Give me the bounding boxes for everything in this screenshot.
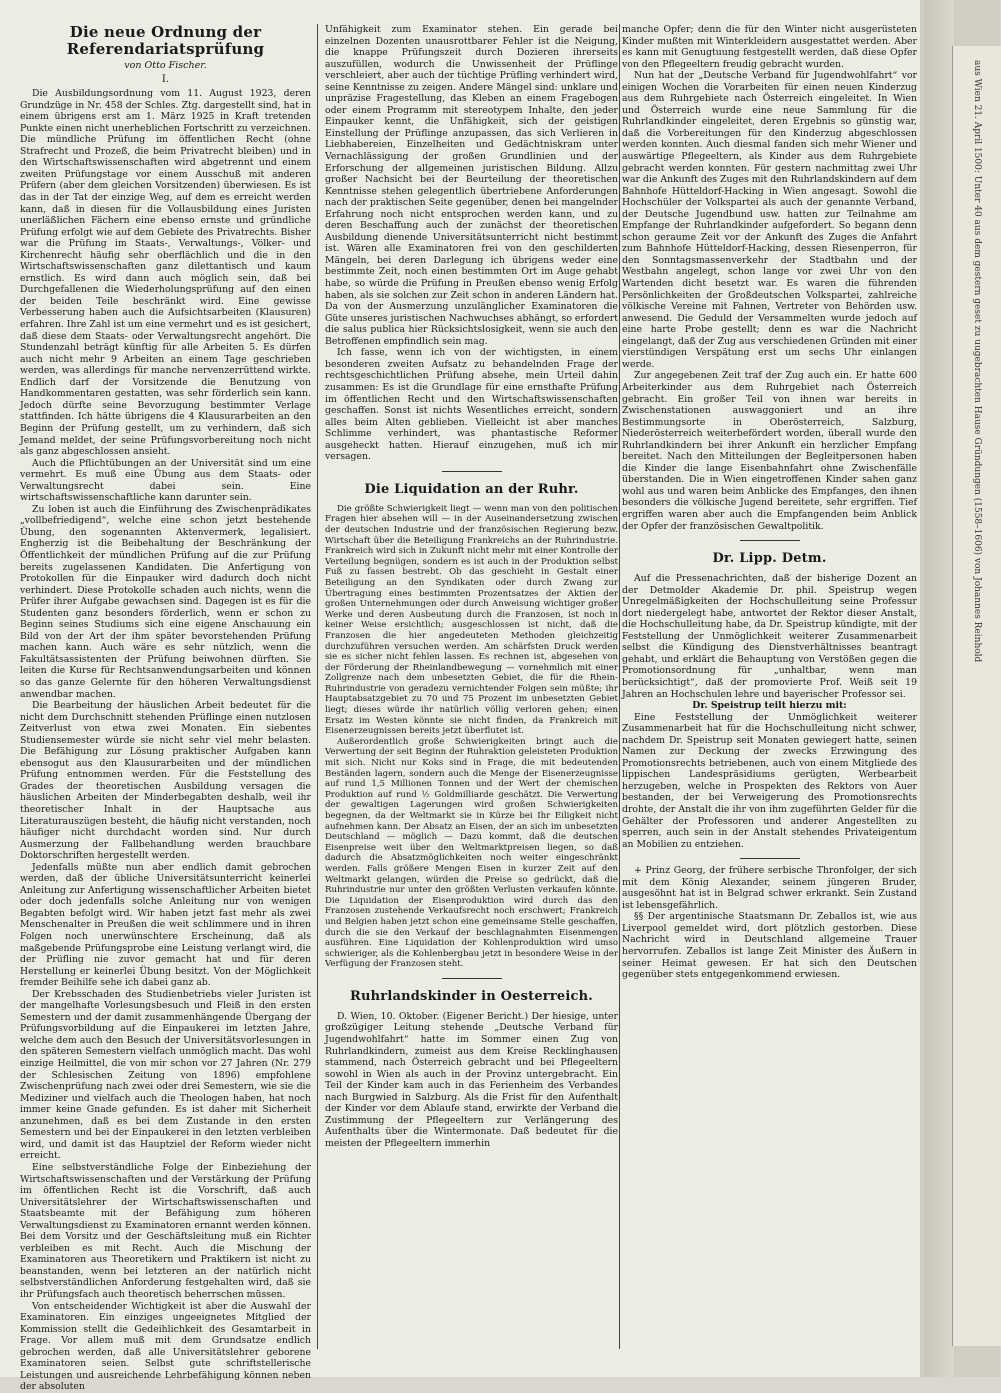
- paragraph: + Prinz Georg, der frühere serbische Thronfolger, der sich mit dem König Alexander, seinem jüngeren Bruder, ausgesöhnt hat ist in Belgrad schwer erkrankt. Sein Zustand ist lebensgefährlich.: [622, 865, 917, 911]
- paragraph: Die größte Schwierigkeit liegt — wenn man von den politischen Fragen hier absehen will — in der Auseinandersetzung zwischen der deutschen Industrie und der französischen Regierung bezw. Wirtschaft über die Beteiligung Frankreichs an der Ruhrindustrie. Frankreich wird sich in Zukunft nicht mehr mit einer Kontrolle der Verteilung begnügen, sondern es ist auch in der Produktion selbst Fuß zu fassen bestrebt. Ob das geschieht in Gestalt einer Beteiligung an den Syndikaten oder durch Zwang zur Übertragung eines bestimmten Prozentsatzes der Aktien der großen Unternehmungen oder durch Anweisung wichtiger großer Werke und deren Ausbeutung durch die Franzosen, ist noch in keiner Weise ersichtlich; ausgeschlossen ist nicht, daß die Franzosen die hier angedeuteten Methoden gleichzeitig durchzuführen versuchen werden. Am schärfsten Druck werden sie es sicher nicht fehlen lassen. Es rechnen ist, abgesehen von der Förderung der Rheinlandbewegung — vornehmlich mit einer Zollgrenze nach dem unbesetzten Gebiet, die für die Rhein-Ruhrindustrie von geradezu vernichtender Folgen sein müßte; ihr Hauptabsatzgebiet zu 70 und 75 Prozent im unbesetzten Gebiet liegt; dieses würde ihr natürlich völlig verloren gehen; einen Ersatz im Westen könnte sie nicht finden, da Frankreich mit Eisenerzeugnissen bereits jetzt überflutet ist.: [325, 503, 618, 737]
- article-title: Dr. Lipp. Detm.: [712, 551, 827, 567]
- column-1: [20, 23, 311, 1393]
- divider: [740, 858, 800, 859]
- paragraph: Die Ausbildungsordnung vom 11. August 1923, deren Grundzüge in Nr. 458 der Schles. Ztg. dargestellt sind, hat in einem übrigens erst am 1. März 1925 in Kraft tretenden Punkte einen nicht unerheblichen Fortschritt zu verzeichnen. Die mündliche Prüfung im öffentlichen Recht (ohne Strafrecht und Prozeß, die beim Privatrecht bleiben) und in den Wirtschaftswissenschaften wird abgetrennt und einem zweiten Prüfungstage vor einem Ausschuß mit anderen Prüfern (aber dem gleichen Vorsitzenden) überwiesen. Es ist das in der Tat der einzige Weg, auf dem es erreicht werden kann, daß in diesen für die Vollausbildung eines Juristen unerläßlichen Fächern eine ebenso ernste und gründliche Prüfung erfolgt wie auf dem Gebiete des Privatrechts. Bisher war die Prüfung im Staats-, Verwaltungs-, Völker- und Kirchenrecht häufig sehr oberflächlich und die in den Wirtschaftswissenschaften ganz dilettantisch und kaum ernstlich. Es wird dann auch möglich sein, daß bei Durchgefallenen die Wiederholungsprüfung auf den einen der beiden Teile beschränkt wird. Eine gewisse Verbesserung haben auch die Aufsichtsarbeiten (Klausuren) erfahren. Ihre Zahl ist um eine vermehrt und es ist gesichert, daß diese dem Staats- oder Verwaltungsrecht angehört. Die Stundenzahl beträgt künftig für alle Arbeiten 5. Es dürfen auch nicht mehr 9 Arbeiten an einem Tage geschrieben werden, was allerdings für manche nervenzerrüttend wirkte. Endlich darf der Vorsitzende die Benutzung von Handkommentaren gestatten, was sehr förderlich sein kann. Jedoch dürfte seine Bevorzugung bestimmter Verlage stattfinden. Ich hätte übrigens die 4 Klausurarbeiten an den Beginn der Prüfung gestellt, um zu verhindern, daß sich Jemand meldet, der seine Prüfungsvorbereitung noch nicht als ganz abgeschlossen ansieht.: [20, 88, 311, 458]
- article-title: Die Liquidation an der Ruhr.: [364, 481, 579, 497]
- paragraph: Unfähigkeit zum Examinator stehen. Ein gerade bei einzelnen Dozenten unausrottbarer Fehler ist die Neigung, die knappe Prüfungszeit durch Dozieren ihrerseits auszufüllen, wodurch die Unwissenheit der Prüflinge verschleiert, aber auch der tüchtige Prüfling verhindert wird, seine Kenntnisse zu zeigen. Andere Mängel sind: unklare und unpräzise Fragestellung, das Kleben an einem Fragebogen oder einem Programm mit stereotypem Inhalte, den jeder Einpauker kennt, die Unfähigkeit, sich der geistigen Einstellung der Prüflinge anzupassen, das sich Verlieren in Liebhabereien, Einzelheiten und Gedächtniskram unter Vernachlässigung der großen Grundlinien und der Erforschung der allgemeinen juristischen Bildung. Allzu großer Nachsicht bei der Beurteilung der theoretischen Kenntnisse stehen gelegentlich übertriebene Anforderungen nach der praktischen Seite gegenüber, denen bei mangelnder Erfahrung noch nicht entsprochen werden kann, und zu deren Beschaffung auch der zunächst der theoretischen Ausbildung dienende Universitätsunterricht nicht bestimmt ist. Wären alle Examinatoren frei von den geschilderten Mängeln, bei deren Darlegung ich übrigens weder eine bestimmte Zeit, noch einen bestimmten Ort im Auge gehabt habe, so würde die Prüfung in Preußen ebenso wenig Erfolg haben, als sie solchen zur Zeit schon in anderen Ländern hat. Da von der Ausmerzung unzulänglicher Examinatoren die Güte unseres juristischen Nachwuchses abhängt, so erfordert die salus publica hier Rücksichtslosigkeit, wenn sie auch den Betroffenen empfindlich sein mag.: [325, 24, 618, 347]
- column-2: [325, 24, 618, 1349]
- paragraph: D. Wien, 10. Oktober. (Eigener Bericht.) Der hiesige, unter großzügiger Leitung stehende „Deutsche Verband für Jugendwohlfahrt“ hatte im Sommer einen Zug von Ruhrlandkindern, zumeist aus dem Kreise Recklinghausen stammend, nach Österreich gebracht und bei Pflegeeltern sowohl in Wien als auch in der Provinz untergebracht. Ein Teil der Kinder kam auch in das Ferienheim des Verbandes nach Burgwied in Salzburg. Als die Frist für den Aufenthalt der Kinder vor dem Ablaufe stand, erwirkte der Verband die Zustimmung der Pflegeeltern zur Verlängerung des Aufenthalts über die Wintermonate. Daß bedeutet für die meisten der Pflegeeltern immerhin: [325, 1010, 618, 1149]
- column-rule: [317, 24, 318, 1349]
- paragraph: Dr. Speistrup teilt hierzu mit:: [692, 700, 847, 712]
- paragraph: Eine selbstverständliche Folge der Einbeziehung der Wirtschaftswissenschaften und der Verstärkung der Prüfung im öffentlichen Recht ist die Vorschrift, daß auch Universitätslehrer der Wirtschaftswissenschaften und Staatsbeamte mit der Befähigung zum höheren Verwaltungsdienst zu Examinatoren ernannt werden können. Bei dem Vorsitz und der Geschäftsleitung muß ein Richter verbleiben es mit Recht. Auch die Mischung der Examinatoren aus Theoretikern und Praktikern ist nicht zu beanstanden, wenn bei letzteren an der natürlich nicht selbstverständlichen Anforderung festgehalten wird, daß sie ihr Prüfungsfach auch theoretisch beherrschen müssen.: [20, 1161, 311, 1300]
- divider: [740, 540, 800, 541]
- paragraph: Eine Feststellung der Unmöglichkeit weiterer Zusammenarbeit hat für die Hochschulleitung nicht schwer, nachdem Dr. Speistrup seit Monaten gewiegert hatte, seinen Namen zur Deckung der zwecks Erzwingung des Promotionsrechts betriebenen, auch von einem Mitgliede des lippischen Landespräsidiums gerügten, Werbearbeit herzugeben, welche in Prospekten des Rektors von Auer bestanden, der bei Verweigerung des Promotionsrechts drohte, der Anstalt die ihr von ihm zugeführten Gelder für die Gehälter der Professoren und anderer Angestellten zu sperren, auch sein in der Anstalt stehendes Privateigentum an Mobilien zu entziehen.: [622, 711, 917, 850]
- paragraph: Zu loben ist auch die Einführung des Zwischenprädikates „vollbefriedigend“, welche eine schon jetzt bestehende Übung, den sogenannten Aktenvermerk, legalisiert. Engherzig ist die Beibehaltung der Beschränkung der Öffentlichkeit der mündlichen Prüfung auf die zur Prüfung bereits zugelassenen Kandidaten. Die Anfertigung von Protokollen für die Einpauker wird dadurch doch nicht verhindert. Diese Protokolle schaden auch nichts, wenn die Prüfer ihrer Aufgabe gewachsen sind. Dagegen ist es für die Studenten ganz besonders förderlich, wenn er schon zu Beginn seines Studiums sich eine eigene Anschauung ein Bild von der Art der ihm später bevorstehenden Prüfung machen kann. Auch wäre es sehr nützlich, wenn die Fakultätsassistenten der Prüfung beiwohnen dürften. Sie leiten die Kurse für Rechtsanwendungsarbeiten und können so das ganze Gelernte für den höheren Verwaltungsdienst anwendbar machen.: [20, 503, 311, 700]
- paragraph: Zur angegebenen Zeit traf der Zug auch ein. Er hatte 600 Arbeiterkinder aus dem Ruhrgebiet nach Österreich gebracht. Ein großer Teil von ihnen war bereits in Zwischenstationen auswaggoniert und an ihre Bestimmungsorte in Oberösterreich, Salzburg, Niederösterreich weiterbefördert worden, überall wurde den Ruhrlandkindern bei ihrer Ankunft ein herzlicher Empfang bereitet. Nach den Mitteilungen der Begleitpersonen haben die Kinder die lange Eisenbahnfahrt ohne Zwischenfälle überstanden. Die in Wien eingetroffenen Kinder sahen ganz wohl aus und waren beim Anblicke des Empfanges, den ihnen besonders die völkische Jugend bereitete, sehr ergriffen. Tief ergriffen waren aber auch die Empfangenden beim Anblick der Opfer der französischen Gewaltpolitik.: [622, 370, 917, 532]
- paragraph: Von entscheidender Wichtigkeit ist aber die Auswahl der Examinatoren. Ein einziges ungeeignetes Mitglied der Kommission stellt die Gedeihlichkeit des Gesamtarbeit in Frage. Vor allem muß mit dem Grundsatze endlich gebrochen werden, daß alle Universitätslehrer geborene Examinatoren seien. Selbst gute schriftstellerische Leistungen und ausreichende Lehrbefähigung können neben der absoluten: [20, 1300, 311, 1393]
- article-title: Ruhrlandskinder in Oesterreich.: [349, 988, 594, 1004]
- adjacent-page-text: aus Wien 21. April 1500: Unter 40 aus dem gestern geset zu uugebrachten Hause Gründungen (1558–1606) von Johannes Reinhold: [972, 60, 982, 663]
- paragraph: Auch die Pflichtübungen an der Universität sind um eine vermehrt. Es muß eine Übung aus dem Staats- oder Verwaltungsrecht dabei sein. Eine wirtschaftswissenschaftliche kann darunter sein.: [20, 457, 311, 504]
- article-title: Die neue Ordnung der Referendariatsprüfung: [66, 23, 265, 58]
- divider: [442, 978, 502, 979]
- divider: [442, 471, 502, 472]
- paragraph: Auf die Pressenachrichten, daß der bisherige Dozent an der Detmolder Akademie Dr. phil. Speistrup wegen Unregelmäßigkeiten der Hochschulleitung seine Professur dort niedergelegt habe, antwortet der Rektor dieser Anstalt, die Hochschulleitung habe, da Dr. Speistrup kündigte, mit der Feststellung der Unmöglichkeit weiterer Zusammenarbeit selbst die Kündigung des Dienstverhältnisses beantragt gehabt, und erklärt die Behauptung von Verstößen gegen die Promotionsordnung für „unhaltbar, wenn man berücksichtigt“, daß der promovierte Prof. Weiß seit 19 Jahren an Hochschulen lehre und bayerischer Professor sei.: [622, 573, 917, 700]
- paragraph: §§ Der argentinische Staatsmann Dr. Zeballos ist, wie aus Liverpool gemeldet wird, dort plötzlich gestorben. Diese Nachricht wird in Deutschland allgemeine Trauer hervorrufen. Zeballos ist lange Zeit Minister des Äußern in seiner Heimat gewesen. Er hat sich den Deutschen gegenüber stets entgegenkommend erwiesen.: [622, 911, 917, 981]
- paragraph: Nun hat der „Deutsche Verband für Jugendwohlfahrt“ vor einigen Wochen die Vorarbeiten für einen neuen Kinderzug aus dem Ruhrgebiete nach Österreich eingeleitet. In Wien und Österreich wurde eine neue Sammlung für die Ruhrlandkinder eingeleitet, deren Ergebnis so günstig war, daß die Vorbereitungen für den Kinderzug abgeschlossen werden konnten. Auch diesmal fanden sich mehr Wiener und auswärtige Pflegeeltern, als Kinder aus dem Ruhrgebiete gebracht werden konnten. Für gestern nachmittag zwei Uhr war die Ankunft des Zuges mit den Ruhrlandskindern auf dem Bahnhofe Hütteldorf-Hacking in Wien angesagt. Sowohl die Hochschüler der Volkspartei als auch der genannte Verband, der Deutsche Jugendbund usw. hatten zur Teilnahme am Empfange der Ruhrlandkinder aufgefordert. So begann denn schon geraume Zeit vor der Ankunft des Zuges die Anfahrt zum Bahnhofe Hütteldorf-Hacking, dessen Riesenperron, für den Sonntagsmassenverkehr der Stadtbahn und der Westbahn angelegt, schon lange vor zwei Uhr von den Wartenden dicht besetzt war. Es waren die führenden Persönlichkeiten der Großdeutschen Volkspartei, zahlreiche völkische Vereine mit Fahnen, Vertreter von Behörden usw. anwesend. Die Geduld der Versammelten wurde jedoch auf eine harte Probe gestellt; denn es war die Nachricht eingelangt, daß der Zug aus verschiedenen Gründen mit einer vierstündigen Verspätung erst um sechs Uhr einlangen werde.: [622, 70, 917, 370]
- column-3: [622, 24, 917, 1349]
- paragraph: Der Krebsschaden des Studienbetriebs vieler Juristen ist der mangelhafte Vorlesungsbesuch und Fleiß in den ersten Semestern und der damit zusammenhängende Übergang der Prüfungsvorbildung auf die Einpaukerei im letzten Jahre, welche dem auch den Besuch der Universitätsvorlesungen in den späteren Semestern vielfach unmöglich macht. Das wohl einzige Heilmittel, die von mir schon vor 27 Jahren (Nr. 279 der Schlesischen Zeitung von 1896) empfohlene Zwischenprüfung nach zwei oder drei Semestern, wie sie die Mediziner und vielfach auch die Theologen haben, hat noch immer keine Gnade gefunden. Es ist daher mit Sicherheit anzunehmen, daß es bei dem Zustande in den ersten Semestern und bei der Einpaukerei in den letzten verbleiben wird, und damit ist das Hauptziel der Reform wieder nicht erreicht.: [20, 988, 311, 1162]
- paragraph: Ich fasse, wenn ich von der wichtigsten, in einem besonderen zweiten Aufsatz zu behandelnden Frage der rechtsgeschichtlichen Prüfung absehe, mein Urteil dahin zusammen: Es ist die Grundlage für eine ernsthafte Prüfung im öffentlichen Recht und den Wirtschaftswissenschaften geschaffen. Sonst ist nichts Wesentliches erreicht, sondern alles beim Alten geblieben. Vielleicht ist aber manches Schlimme verhindert, was phantastische Reformer ausgeheckt hatten. Hierauf einzugehen, muß ich mir versagen.: [325, 347, 618, 463]
- article-byline: von Otto Fischer.: [124, 60, 207, 71]
- paragraph: Außerordentlich große Schwierigkeiten bringt auch die Verwertung der seit Beginn der Ruhraktion geleisteten Produktion mit sich. Nicht nur Koks sind in Frage, die mit bedeutenden Beständen lagern, sondern auch die Menge der Eisenerzeugnisse auf rund 1,5 Millionen Tonnen und der Wert der chemischen Produktion auf rund ½ Goldmilliarde geschätzt. Die Verwertung der gewaltigen Lagerungen wird großen Schwierigkeiten begegnen, da der Weltmarkt sie in Kürze bei Ihr Eiligkeit nicht aufnehmen kann. Der Absatz an Eisen, der an sich im unbesetzten Deutschland — möglich — Dazu kommt, daß die deutschen Eisenpreise weit über den Weltmarktpreisen liegen, so daß dadurch die Absatzmöglichkeiten noch weiter eingeschränkt werden. Falls größere Mengen Eisen in kurzer Zeit auf den Weltmarkt gelangen, würden die Preise so gedrückt, daß die Ruhrindustrie nur unter den größten Verlusten verkaufen könnte. Die Liquidation der Eisenproduktion wird durch das den Franzosen zustehende Verkaufsrecht noch erschwert; Frankreich und Belgien haben jetzt schon eine gemeinsame Stelle geschaffen, durch die sie den Verkauf der beschlagnahmten Eisenmengen ausführen. Eine Liquidation der Kohlenproduktion wird umso schwieriger, als die Kohlenbergbau jetzt in besondere Weise in der Verfügung der Franzosen steht.: [325, 736, 618, 970]
- column-rule: [619, 24, 620, 1349]
- paragraph: Die Bearbeitung der häuslichen Arbeit bedeutet für die nicht dem Durchschnitt stehenden Prüflinge einen nutzlosen Zeitverlust von etwa zwei Monaten. Ein siebentes Studiensemester würde sie nicht sehr viel mehr belasten. Die Befähigung zur Lösung praktischer Aufgaben kann ebensogut aus den Klausurarbeiten und der mündlichen Prüfung entnommen werden. Für die Feststellung des Grades der theoretischen Ausbildung versagen die häuslichen Arbeiten der Minderbegabten deshalb, weil ihr theoretischer Inhalt in der Hauptsache aus Literaturauszügen besteht, die häufig nicht verstanden, noch häufiger nicht durchdacht worden sind. Nur durch Ausmerzung der Fallbehandlung werden brauchbare Doktorschriften hergestellt werden.: [20, 700, 311, 862]
- paragraph: Jedenfalls müßte nun aber endlich damit gebrochen werden, daß der übliche Universitätsunterricht keinerlei Anleitung zur Anfertigung wissenschaftlicher Arbeiten bietet oder doch jedenfalls solche Anleitung nur von wenigen Begabten befolgt wird. Wir haben jetzt fast mehr als zwei Menschenalter in Preußen die weit schlimmere und in ihren Folgen noch unerwünschtere Erscheinung, daß als maßgebende Prüfungsprobe eine Leistung verlangt wird, die der Prüfling nie zuvor gemacht hat und für deren Herstellung er keinerlei Übung besitzt. Von der Möglichkeit fremder Beihilfe sehe ich dabei ganz ab.: [20, 861, 311, 989]
- page-gutter-shadow: [924, 0, 954, 1377]
- article-part-number: I.: [161, 73, 170, 85]
- paragraph: manche Opfer; denn die für den Winter nicht ausgerüsteten Kinder mußten mit Winterkleidern ausgestattet werden. Aber es kann mit Genugtuung festgestellt werden, daß diese Opfer von den Pflegeeltern freudig gebracht wurden.: [622, 24, 917, 70]
